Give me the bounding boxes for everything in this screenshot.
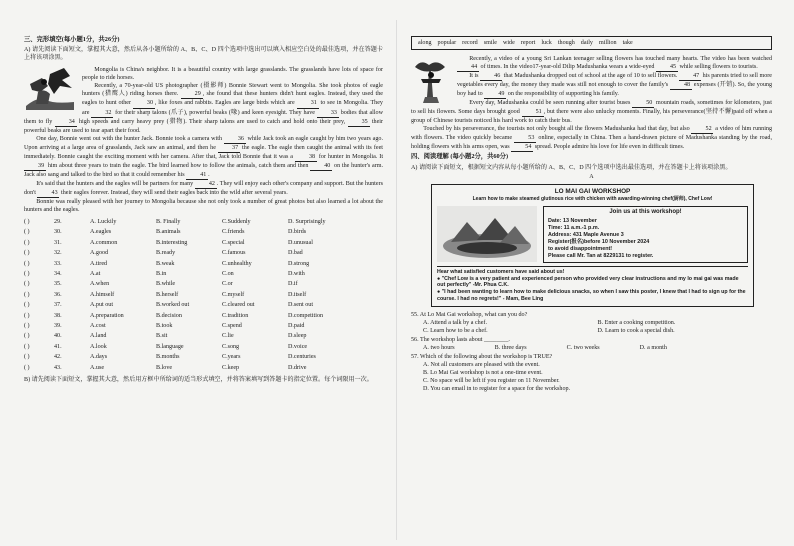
option-b[interactable]: B. Finally	[156, 219, 181, 226]
passage-letter: A	[589, 173, 594, 180]
option-d[interactable]: D.strong	[288, 260, 310, 267]
q55-option-c[interactable]: C. Learn how to be a chef.	[423, 328, 488, 335]
option-b[interactable]: B.interesting	[156, 239, 188, 246]
option-a[interactable]: A.common	[90, 239, 118, 246]
option-b[interactable]: B.herself	[156, 291, 179, 298]
paragraph-3: One day, Bonnie went out with the hunter Jack. Bonnie took a camera with 36 while Jack took an eagle caught by him two years ago. Upon arriving at a large area of grasslands, Jack saw an animal, and then he 37 the eagle. The eagle then caught the animal with its feet immediately. Bonnie caught the exciting moment with her camera. After that, Jack told Bonnie that it was a 38 for hunter in Mongolia. It 39 him about three years to train the eagle. The bird learned how to follow the animals, catch them and then 40 on the hunter's arm. Jack also sang and talked to the bird so that it could remember his 41 .	[24, 135, 383, 180]
eagle-hunter-illustration	[24, 66, 76, 110]
option-row	[24, 258, 383, 268]
option-c[interactable]: C.special	[222, 239, 245, 246]
answer-paren[interactable]: ( )	[24, 333, 30, 340]
option-a[interactable]: A.preparation	[90, 312, 124, 319]
workshop-details	[543, 206, 748, 263]
option-a[interactable]: A.days	[90, 354, 108, 361]
blank-36[interactable]: 36	[224, 135, 246, 144]
option-row	[24, 321, 383, 331]
word-box-item: along	[418, 40, 432, 46]
blank-43[interactable]: 43	[37, 189, 59, 198]
blank-33[interactable]: 33	[317, 109, 339, 118]
paragraph-5: Bonnie was really pleased with her journey to Mongolia because she not only took a number of great photos but also learned a lot about the hunters and the eagles.	[24, 198, 383, 213]
option-row	[24, 227, 383, 237]
question-number: 32.	[54, 250, 62, 257]
q55-option-d[interactable]: D. Learn to cook a special dish.	[597, 328, 675, 335]
option-a[interactable]: A.at	[90, 271, 101, 278]
option-d[interactable]: D.paid	[288, 322, 305, 329]
option-b[interactable]: B.ready	[156, 250, 176, 257]
option-c[interactable]: C.song	[222, 343, 240, 350]
option-c[interactable]: C.or	[222, 281, 233, 288]
blank-47[interactable]: 47	[679, 72, 701, 81]
option-c[interactable]: C.keep	[222, 364, 240, 371]
option-b[interactable]: B.sit	[156, 333, 168, 340]
option-d[interactable]: D.birds	[288, 229, 307, 236]
question-number: 38.	[54, 312, 62, 319]
reading-instruction: A) 请阅读下面短文，根据短文内容从每小题所给的 A、B、C、D 四个选项中选出最佳选项，并在答题卡上将该项涂黑。	[411, 164, 732, 171]
workshop-reviews	[437, 266, 748, 303]
option-b[interactable]: B.took	[156, 322, 173, 329]
q55-option-a[interactable]: A. Attend a talk by a chef.	[423, 320, 487, 327]
answer-paren[interactable]: ( )	[24, 250, 30, 257]
blank-37[interactable]: 37	[218, 144, 240, 153]
answer-paren[interactable]: ( )	[24, 354, 30, 361]
question-55-options-cd	[411, 327, 772, 335]
question-55: 55. At Lo Mai Gai workshop, what can you do?	[411, 312, 528, 319]
blank-31[interactable]: 31	[297, 99, 319, 108]
q55-option-b[interactable]: B. Enter a cooking competition.	[597, 320, 676, 327]
option-c[interactable]: C.tradition	[222, 312, 249, 319]
passage-b-paragraph-4: Touched by his perseverance, the tourists not only bought all the flowers Madushanka had that day, but also 52 a video of him running with flowers. The video quickly became 53 online, especially in China. Then a hand-drawn picture of Madushanka standing by the road, holding flowers with his arms open, was 54 spread. People admire his love for life even in difficult times.	[411, 125, 772, 152]
blank-29[interactable]: 29	[181, 90, 203, 99]
option-d[interactable]: D.if	[288, 281, 298, 288]
cloze-instruction-a: A) 请先阅读下面短文，掌握其大意，然后从各小题所给的 A、B、C、D 四个选项中选出可以填入相应空白处的最佳选项，并在答题卡上将该项涂黑。	[24, 47, 383, 62]
word-box	[411, 36, 772, 50]
option-a[interactable]: A. Luckily	[90, 219, 117, 226]
option-d[interactable]: D.unusual	[288, 239, 313, 246]
answer-paren[interactable]: ( )	[24, 322, 30, 329]
option-b[interactable]: B.animals	[156, 229, 181, 236]
question-number: 35.	[54, 281, 62, 288]
question-number: 30.	[54, 229, 62, 236]
answer-paren[interactable]: ( )	[24, 260, 30, 267]
option-row	[24, 300, 383, 310]
answer-paren[interactable]: ( )	[24, 291, 30, 298]
option-row	[24, 248, 383, 258]
question-number: 31.	[54, 239, 62, 246]
blank-46[interactable]: 46	[480, 72, 502, 81]
word-box-item: million	[598, 40, 617, 46]
word-box-item: record	[462, 40, 478, 46]
q56-option-b[interactable]: B. three days	[494, 345, 527, 352]
blank-54[interactable]: 54	[511, 143, 533, 152]
answer-paren[interactable]: ( )	[24, 312, 30, 319]
option-b[interactable]: B.love	[156, 364, 173, 371]
option-b[interactable]: B.worked out	[156, 302, 190, 309]
workshop-call: Please call Mr. Tan at 8229131 to register.	[548, 252, 654, 259]
option-c[interactable]: C.Suddenly	[222, 219, 251, 226]
option-a[interactable]: A.himself	[90, 291, 115, 298]
option-d[interactable]: D.voice	[288, 343, 308, 350]
option-row	[24, 279, 383, 289]
option-row	[24, 238, 383, 248]
question-57-options	[411, 361, 772, 393]
cloze-instruction-b: B) 请先阅读下面短文，掌握其大意，然后用方框中所给词的适当形式填空，并将答案填写到答题卡的指定位置。每个词限用一次。	[24, 376, 373, 383]
question-56-options	[411, 344, 772, 352]
workshop-join: Join us at this workshop!	[609, 208, 682, 215]
blank-44[interactable]: 44	[457, 63, 479, 72]
option-a[interactable]: A.good	[90, 250, 109, 257]
blank-49[interactable]: 49	[484, 90, 506, 99]
word-box-item: wide	[502, 40, 515, 46]
workshop-title: LO MAI GAI WORKSHOP	[554, 187, 631, 195]
option-c[interactable]: C.friends	[222, 229, 245, 236]
blank-30[interactable]: 30	[133, 99, 155, 108]
q56-option-d[interactable]: D. a month	[639, 345, 667, 352]
q57-option-d[interactable]: D. You can email in to register for a space for the workshop.	[423, 386, 571, 393]
option-a[interactable]: A.look	[90, 343, 107, 350]
blank-34[interactable]: 34	[55, 118, 77, 127]
blank-40[interactable]: 40	[310, 162, 332, 171]
option-row	[24, 217, 383, 227]
word-box-item: smile	[483, 40, 497, 46]
blank-35[interactable]: 35	[348, 118, 370, 127]
q57-option-c[interactable]: C. No space will be left if you register on 11 November.	[423, 378, 560, 385]
blank-52[interactable]: 52	[691, 125, 713, 134]
answer-paren[interactable]: ( )	[24, 271, 30, 278]
blank-32[interactable]: 32	[91, 109, 113, 118]
option-d[interactable]: D. Surprisingly	[288, 219, 326, 226]
option-c[interactable]: C.famous	[222, 250, 246, 257]
option-d[interactable]: D.itself	[288, 291, 307, 298]
passage-b-paragraph-1: Recently, a video of a young Sri Lankan teenager selling flowers has touched many hearts. The video has been watched 44 of times. In the video17-year-old Dilip Madushanka wears a wide-eyed 45 while selling flowers to tourists.	[411, 55, 772, 72]
option-d[interactable]: D.drive	[288, 364, 307, 371]
paragraph-2: Recently, a 70-year-old US photographer (摄影师) Bonnie Stewart went to Mongolia. She took photos of eagle hunters (猎鹰人) riding horses there. 29 , she found that these hunters didn't hunt eagles. Instead, they used the eagles to hunt other 30 , like foxes and rabbits. Eagles are large birds which are 31 to see in Mongolia. They are 32 for their sharp talons (爪子), powerful beaks (喙) and keen eyesight. They have 33 bodies that allow them to fly 34 high speeds and carry heavy prey (猎物). Their sharp talons are used to catch and hold onto their prey, 35 their powerful beaks are used to tear apart their food.	[24, 83, 384, 134]
workshop-time: Time: 11 a.m.-1 p.m.	[548, 224, 600, 231]
word-box-item: though	[557, 40, 575, 46]
reviews-heading: Hear what satisfied customers have said about us!	[437, 268, 565, 275]
question-number: 42.	[54, 354, 62, 361]
word-box-item: take	[622, 40, 633, 46]
option-a[interactable]: A.cost	[90, 322, 106, 329]
workshop-date: Date: 13 November	[548, 217, 597, 224]
review-1: ● "Chef Low is a very patient and experienced person who provided very clear instructions and my lo mai gai was made out perfectly" -Mr. Phua C.K.	[437, 275, 739, 289]
option-row	[24, 362, 383, 372]
blank-41[interactable]: 41	[186, 171, 208, 180]
question-number: 41.	[54, 343, 62, 350]
right-page	[397, 0, 794, 546]
option-b[interactable]: B.while	[156, 281, 176, 288]
word-box-item: daily	[580, 40, 593, 46]
workshop-poster	[431, 184, 754, 307]
question-number: 40.	[54, 333, 62, 340]
blank-51[interactable]: 51	[522, 108, 544, 117]
word-box-item: luck	[541, 40, 552, 46]
word-box-item: report	[520, 40, 536, 46]
option-row	[24, 331, 383, 341]
option-d[interactable]: D.bad	[288, 250, 303, 257]
option-b[interactable]: B.in	[156, 271, 167, 278]
question-number: 33.	[54, 260, 62, 267]
option-c[interactable]: C.on	[222, 271, 234, 278]
question-number: 39.	[54, 322, 62, 329]
option-d[interactable]: D.with	[288, 271, 305, 278]
question-number: 34.	[54, 271, 62, 278]
word-box-item: popular	[437, 40, 457, 46]
paragraph-1: Mongolia is China's neighbor. It is a beautiful country with large grasslands. The grasslands have lots of space for people to ride horses.	[82, 67, 383, 82]
option-d[interactable]: D.sleep	[288, 333, 307, 340]
flower-seller-illustration	[411, 57, 451, 103]
blank-53[interactable]: 53	[514, 134, 536, 143]
passage-b-paragraph-3: Every day, Madushanka could be seen running after tourist buses 50 mountain roads, sometimes for kilometers, just to sell his flowers. Some days brought good 51 , but there were also unlucky moments. Finally, his perseverance(坚持不懈)paid off when a group of Chinese tourists noticed his hard work to catch their bus.	[411, 100, 772, 125]
option-d[interactable]: D.centuries	[288, 354, 316, 361]
review-2: ● "I had been wanting to learn how to make delicious snacks, so when I saw this poster, I knew that I had to sign up for the course. I had no regrets!" - Mam, Bee Ling	[437, 289, 746, 303]
paragraph-4: It's said that the hunters and the eagles will be partners for many 42 . They will enjoy each other's company and support. But the hunters don't 43 their eagles forever. Instead, they will send their eagles back into the wild after several years.	[24, 180, 383, 198]
workshop-avoid: to avoid disappointment!	[548, 245, 613, 252]
question-number: 36.	[54, 291, 62, 298]
answer-paren[interactable]: ( )	[24, 302, 30, 309]
q57-option-a[interactable]: A. Not all customers are pleased with the event.	[423, 362, 540, 369]
option-b[interactable]: B.decision	[156, 312, 182, 319]
question-number: 37.	[54, 302, 62, 309]
answer-paren[interactable]: ( )	[24, 239, 30, 246]
blank-42[interactable]: 42	[195, 180, 217, 189]
question-56: 56. The workshop lasts about ________.	[411, 337, 510, 344]
answer-paren[interactable]: ( )	[24, 281, 30, 288]
option-row	[24, 310, 383, 320]
option-c[interactable]: C.years	[222, 354, 241, 361]
option-a[interactable]: A.put out	[90, 302, 114, 309]
q56-option-c[interactable]: C. two weeks	[566, 345, 600, 352]
blank-48[interactable]: 48	[670, 81, 692, 90]
workshop-subtitle: Learn how to make steamed glutinous rice with chicken with awarding-winning chef(厨师), Chef Low!	[472, 196, 713, 203]
option-b[interactable]: B.language	[156, 343, 184, 350]
option-a[interactable]: A.use	[90, 364, 105, 371]
option-row	[24, 269, 383, 279]
workshop-register: Register(报名)before 10 November 2024	[548, 238, 650, 245]
blank-38[interactable]: 38	[295, 153, 317, 162]
option-c[interactable]: C.unhealthy	[222, 260, 252, 267]
option-row	[24, 290, 383, 300]
passage-b-paragraph-2: It is 46 that Madushanka dropped out of school at the age of 10 to sell flowers. 47 his parents tried to sell more vegetables every day, the money they made was still not enough to cover the family's 48 expenses (开销). So, the young boy had to 49 on the responsibility of supporting his family.	[411, 72, 772, 99]
option-c[interactable]: C.cleared out	[222, 302, 255, 309]
question-number: 29.	[54, 219, 62, 226]
blank-50[interactable]: 50	[632, 99, 654, 108]
option-a[interactable]: A.eagles	[90, 229, 112, 236]
reading-section-title: 四、阅读理解 (每小题2分，共60分)	[411, 153, 509, 161]
cloze-options	[24, 217, 383, 373]
blank-39[interactable]: 39	[24, 162, 46, 171]
question-55-options-ab	[411, 319, 772, 327]
blank-45[interactable]: 45	[656, 63, 678, 72]
answer-paren[interactable]: ( )	[24, 219, 30, 226]
option-a[interactable]: A.tired	[90, 260, 108, 267]
workshop-address: Address: 431 Maple Avenue 3	[548, 231, 624, 238]
option-d[interactable]: D.sent out	[288, 302, 314, 309]
option-a[interactable]: A.when	[90, 281, 110, 288]
answer-paren[interactable]: ( )	[24, 343, 30, 350]
q57-option-b[interactable]: B. Lo Mai Gai workshop is not a one-time event.	[423, 370, 543, 377]
option-row	[24, 352, 383, 362]
q56-option-a[interactable]: A. two hours	[423, 345, 455, 352]
answer-paren[interactable]: ( )	[24, 364, 30, 371]
option-b[interactable]: B.months	[156, 354, 180, 361]
option-d[interactable]: D.competition	[288, 312, 324, 319]
question-57: 57. Which of the following about the workshop is TRUE?	[411, 354, 553, 361]
option-b[interactable]: B.weak	[156, 260, 175, 267]
option-c[interactable]: C.myself	[222, 291, 245, 298]
cloze-section-title: 三、完形填空(每小题1分，共26分)	[24, 36, 120, 43]
option-a[interactable]: A.land	[90, 333, 107, 340]
question-number: 43.	[54, 364, 62, 371]
option-c[interactable]: C.spend	[222, 322, 242, 329]
option-c[interactable]: C.lie	[222, 333, 234, 340]
option-row	[24, 342, 383, 352]
answer-paren[interactable]: ( )	[24, 229, 30, 236]
lo-mai-gai-dish-image	[437, 206, 537, 262]
